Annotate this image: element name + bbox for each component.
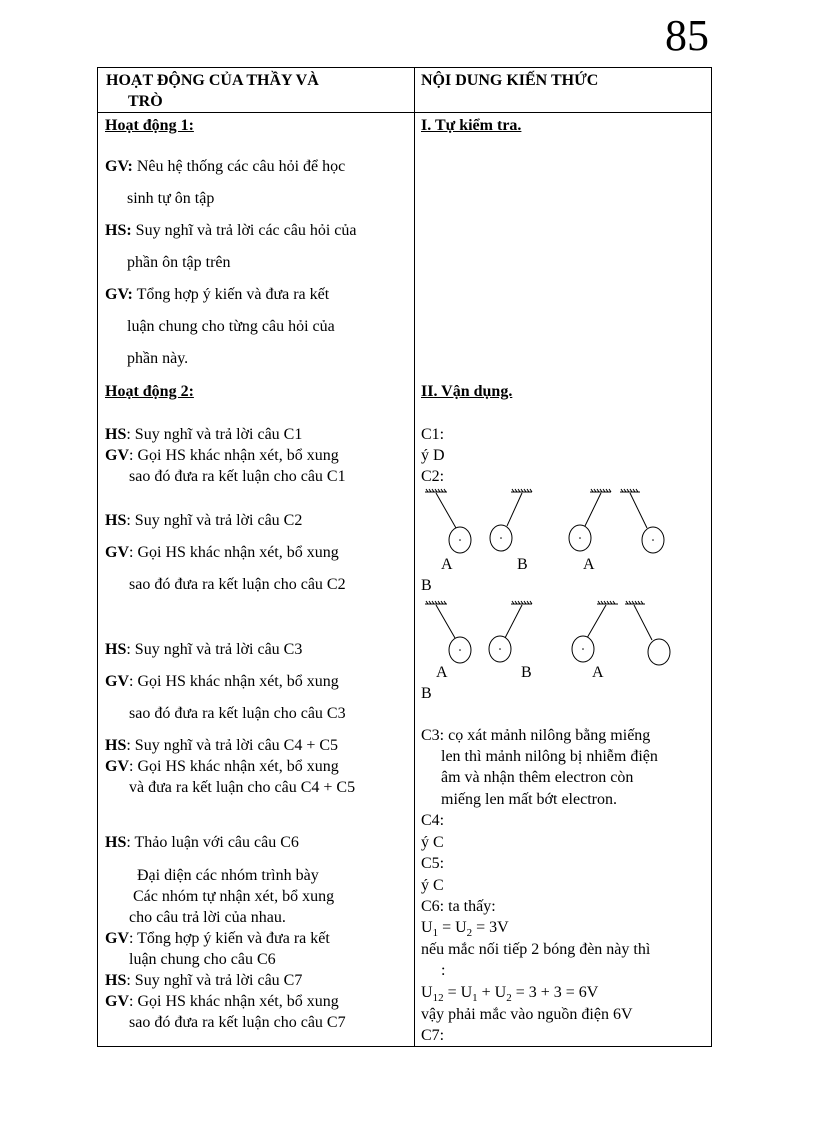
hs-label: HS: [105, 512, 127, 529]
hs-c2: [105, 512, 302, 530]
fig-label-b: B: [421, 577, 432, 594]
section2-title: II. Vận dụng.: [421, 383, 513, 400]
c1-label: C1:: [421, 426, 445, 443]
c1-answer: ý D: [421, 447, 445, 464]
ball-dots: [459, 648, 584, 651]
activity1-gv1: [105, 158, 345, 176]
eq-subscript: 1: [472, 992, 478, 1005]
line-text: Nêu hệ thống các câu hỏi để học: [132, 158, 346, 175]
hs-label: HS: [105, 426, 127, 443]
line-text: Tổng hợp ý kiến và đưa ra kết: [132, 286, 330, 303]
gv-label: GV: [105, 673, 129, 690]
eq-part: = U: [443, 984, 473, 1001]
c4-label: C4:: [421, 812, 445, 829]
line-text: : Suy nghĩ và trả lời câu C1: [126, 426, 303, 443]
gv-c2-cont: sao đó đưa ra kết luận cho câu C2: [129, 576, 346, 593]
gv-label: GV: [105, 930, 129, 947]
c6-colon: :: [441, 962, 446, 979]
c6-text: nếu mắc nối tiếp 2 bóng đèn này thì: [421, 941, 651, 958]
gv-c45: [105, 758, 339, 776]
gv-c6-cont: luận chung cho câu C6: [129, 951, 276, 968]
gv-c6: [105, 930, 330, 948]
line-text: Suy nghĩ và trả lời các câu hỏi của: [131, 222, 357, 239]
page-number: 85: [665, 11, 709, 60]
eq-part: = U: [438, 919, 467, 936]
gv-label: GV: [105, 993, 129, 1010]
header-divider: [97, 112, 712, 113]
pendulum-figure-row1: [415, 486, 711, 566]
eq-subscript: 2: [466, 927, 473, 940]
threads: [436, 605, 652, 640]
c3-line3: âm và nhận thêm electron còn: [441, 769, 634, 786]
header-left-cont: TRÒ: [128, 93, 163, 110]
hs-label: HS: [105, 834, 127, 851]
hs-label: HS:: [105, 222, 132, 239]
line-text: : Gọi HS khác nhận xét, bổ xung: [129, 993, 339, 1010]
hs-c3: [105, 641, 302, 659]
c5-label: C5:: [421, 855, 445, 872]
c3-line2: len thì mảnh nilông bị nhiễm điện: [441, 748, 658, 765]
section1-title: I. Tự kiểm tra.: [421, 117, 522, 134]
header-left: HOẠT ĐỘNG CỦA THẦY VÀ: [106, 72, 319, 89]
activity2-title: Hoạt động 2:: [105, 383, 194, 400]
gv-label: GV:: [105, 286, 133, 303]
hs-label: HS: [105, 737, 127, 754]
threads: [436, 493, 647, 528]
header-right: NỘI DUNG KIẾN THỨC: [421, 72, 599, 89]
fig-label-a: A: [441, 556, 453, 573]
gv-c1: [105, 447, 339, 465]
line-text: : Tổng hợp ý kiến và đưa ra kết: [129, 930, 330, 947]
line-text: : Thảo luận với câu câu C6: [126, 834, 299, 851]
line-text: : Suy nghĩ và trả lời câu C2: [126, 512, 303, 529]
c6-conclusion: vậy phải mắc vào nguồn điện 6V: [421, 1006, 633, 1023]
line-text: : Suy nghĩ và trả lời câu C4 + C5: [126, 737, 339, 754]
c3-line1: C3: cọ xát mảnh nilông bằng miếng: [421, 727, 651, 744]
c2-label: C2:: [421, 468, 445, 485]
eq-subscript: 1: [432, 927, 439, 940]
gv-c3-cont: sao đó đưa ra kết luận cho câu C3: [129, 705, 346, 722]
gv-c7-cont: sao đó đưa ra kết luận cho câu C7: [129, 1014, 346, 1031]
eq-var: U: [421, 984, 433, 1001]
gv-label: GV:: [105, 158, 133, 175]
fig-label-a: A: [436, 664, 448, 681]
fig-label-b: B: [517, 556, 528, 573]
activity1-gv2: [105, 286, 329, 304]
hs-c45: [105, 737, 338, 755]
line-text: : Gọi HS khác nhận xét, bổ xung: [129, 758, 339, 775]
c6-label: C6: ta thấy:: [421, 898, 496, 915]
c6-equation1: [421, 919, 509, 940]
gv-c45-cont: và đưa ra kết luận cho câu C4 + C5: [129, 779, 356, 796]
hs-label: HS: [105, 641, 127, 658]
c6-line1: Đại diện các nhóm trình bày: [137, 867, 319, 884]
c3-line4: miếng len mất bớt electron.: [441, 791, 617, 808]
fig-label-a: A: [592, 664, 604, 681]
eq-part: = 3V: [472, 919, 509, 936]
c5-answer: ý C: [421, 877, 444, 894]
eq-subscript: 12: [432, 992, 444, 1005]
fig-label-a: A: [583, 556, 595, 573]
gv-c3: [105, 673, 339, 691]
gv-c1-cont: sao đó đưa ra kết luận cho câu C1: [129, 468, 346, 485]
gv-label: GV: [105, 758, 129, 775]
c6-equation2: [421, 984, 599, 1005]
gv-c2: [105, 544, 339, 562]
line-text: : Suy nghĩ và trả lời câu C7: [126, 972, 303, 989]
gv-label: GV: [105, 447, 129, 464]
eq-subscript: 2: [506, 992, 512, 1005]
fig-label-b: B: [521, 664, 532, 681]
line-text: : Gọi HS khác nhận xét, bổ xung: [129, 673, 339, 690]
c7-label: C7:: [421, 1027, 445, 1044]
activity1-gv2-cont2: phần này.: [127, 350, 189, 367]
ball-dots: [459, 537, 654, 541]
eq-var: U: [421, 919, 433, 936]
pendulum-figure-row2: [415, 598, 711, 674]
line-text: : Gọi HS khác nhận xét, bổ xung: [129, 544, 339, 561]
activity1-gv2-cont1: luận chung cho từng câu hỏi của: [127, 318, 335, 335]
gv-c7: [105, 993, 339, 1011]
line-text: : Gọi HS khác nhận xét, bổ xung: [129, 447, 339, 464]
hs-c6: [105, 834, 299, 852]
charged-balls: [449, 636, 670, 665]
eq-part: + U: [477, 984, 507, 1001]
hs-c7: [105, 972, 302, 990]
activity1-hs1-cont: phần ôn tập trên: [127, 254, 231, 271]
activity1-hs1: [105, 222, 357, 240]
gv-label: GV: [105, 544, 129, 561]
charged-balls: [449, 525, 664, 553]
eq-part: = 3 + 3 = 6V: [511, 984, 599, 1001]
fig-label-b: B: [421, 685, 432, 702]
activity1-title: Hoạt động 1:: [105, 117, 194, 134]
activity1-gv1-cont: sinh tự ôn tập: [127, 190, 215, 207]
hs-label: HS: [105, 972, 127, 989]
c6-line2: Các nhóm tự nhận xét, bổ xung: [133, 888, 335, 905]
line-text: : Suy nghĩ và trả lời câu C3: [126, 641, 303, 658]
hs-c1: [105, 426, 302, 444]
c4-answer: ý C: [421, 834, 444, 851]
c6-line3: cho câu trả lời của nhau.: [129, 909, 286, 926]
